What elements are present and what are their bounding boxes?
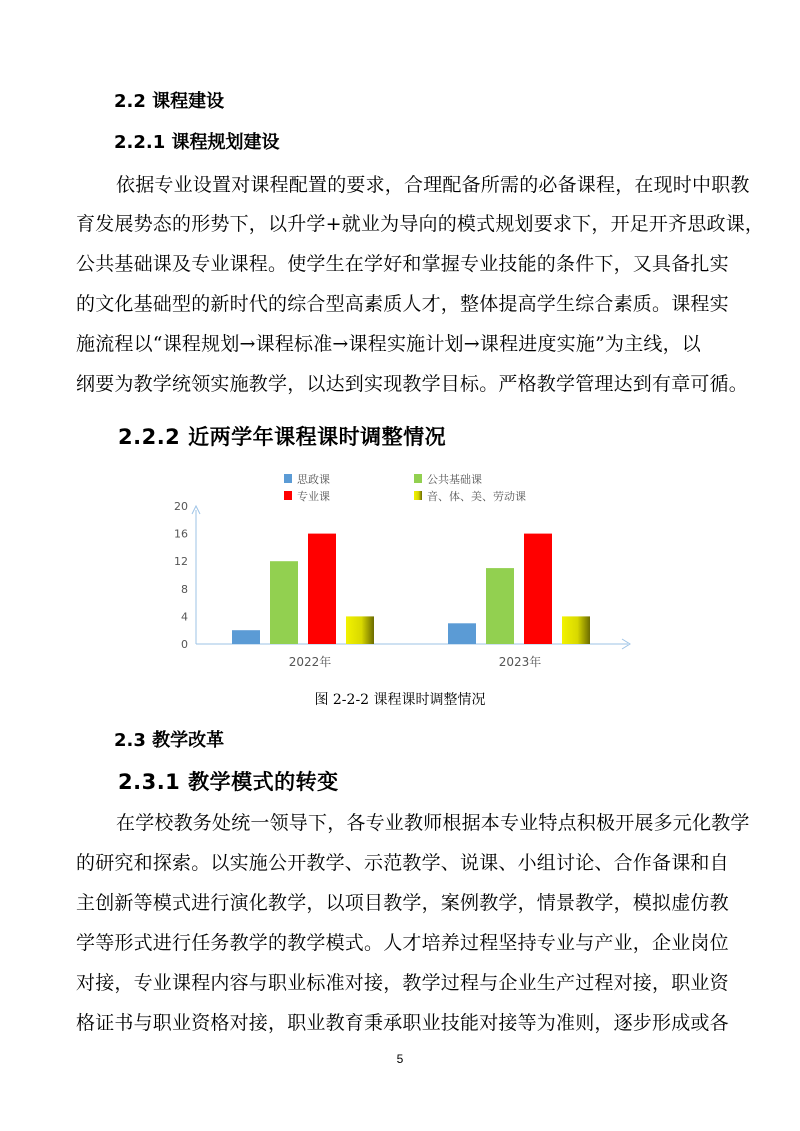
legend-label: 音、体、美、劳动课 — [427, 490, 526, 503]
x-tick-label: 2023年 — [498, 655, 542, 669]
paragraph-line: 格证书与职业资格对接，职业教育秉承职业技能对接等为准则，逐步形成或各 — [76, 1012, 729, 1034]
y-tick-label: 4 — [181, 610, 188, 624]
bar — [448, 623, 476, 644]
legend-swatch — [284, 474, 292, 483]
x-tick-label: 2022年 — [288, 655, 332, 669]
paragraph-line: 施流程以“课程规划→课程标准→课程实施计划→课程进度实施”为主线，以 — [76, 333, 701, 355]
paragraph-line: 公共基础课及专业课程。使学生在学好和掌握专业技能的条件下，又具备扎实 — [76, 253, 729, 275]
y-axis — [192, 506, 200, 644]
figure-caption: 图 2-2-2 课程课时调整情况 — [314, 692, 486, 708]
paragraph-line: 纲要为教学统领实施教学，以达到实现教学目标。严格教学管理达到有章可循。 — [76, 373, 749, 395]
heading-2-3-1: 2.3.1 教学模式的转变 — [118, 770, 339, 794]
bar — [232, 630, 260, 644]
y-tick-label: 20 — [174, 500, 188, 513]
legend-label: 思政课 — [297, 473, 330, 486]
paragraph-line: 的研究和探索。以实施公开教学、示范教学、说课、小组讨论、合作备课和自 — [76, 852, 729, 874]
bar — [270, 561, 298, 644]
paragraph-line: 育发展势态的形势下，以升学+就业为导向的模式规划要求下，开足开齐思政课， — [76, 213, 765, 235]
legend-label: 专业课 — [297, 490, 330, 503]
heading-2-2-1: 2.2.1 课程规划建设 — [114, 132, 280, 153]
paragraph-line: 学等形式进行任务教学的教学模式。人才培养过程坚持专业与产业，企业岗位 — [76, 932, 729, 954]
paragraph-line: 依据专业设置对课程配置的要求，合理配备所需的必备课程，在现时中职教 — [116, 174, 750, 196]
legend-swatch — [414, 491, 422, 500]
bar — [562, 616, 590, 644]
y-tick-label: 12 — [174, 555, 188, 569]
y-tick-label: 8 — [181, 582, 188, 596]
paragraph-line: 主创新等模式进行演化教学，以项目教学，案例教学，情景教学，模拟虚仿教 — [76, 892, 729, 914]
paragraph-line: 在学校教务处统一领导下，各专业教师根据本专业特点积极开展多元化教学 — [116, 812, 750, 834]
bar — [524, 534, 552, 644]
paragraph-line: 的文化基础型的新时代的综合型高素质人才，整体提高学生综合素质。课程实 — [76, 293, 729, 315]
heading-2-2: 2.2 课程建设 — [114, 91, 225, 112]
legend-label: 公共基础课 — [427, 473, 482, 486]
page-number: 5 — [396, 1052, 404, 1066]
y-tick-label: 0 — [181, 638, 188, 651]
paragraph-line: 对接，专业课程内容与职业标准对接，教学过程与企业生产过程对接，职业资 — [76, 972, 729, 994]
heading-2-2-2: 2.2.2 近两学年课程课时调整情况 — [118, 425, 447, 449]
bar — [308, 534, 336, 644]
chart-legend — [284, 472, 526, 503]
legend-swatch — [414, 474, 422, 483]
y-tick-label: 16 — [174, 527, 188, 541]
heading-2-3: 2.3 教学改革 — [114, 730, 225, 751]
legend-swatch — [284, 491, 292, 500]
bar — [346, 616, 374, 644]
bar — [486, 568, 514, 644]
course-hours-bar-chart — [160, 470, 640, 680]
